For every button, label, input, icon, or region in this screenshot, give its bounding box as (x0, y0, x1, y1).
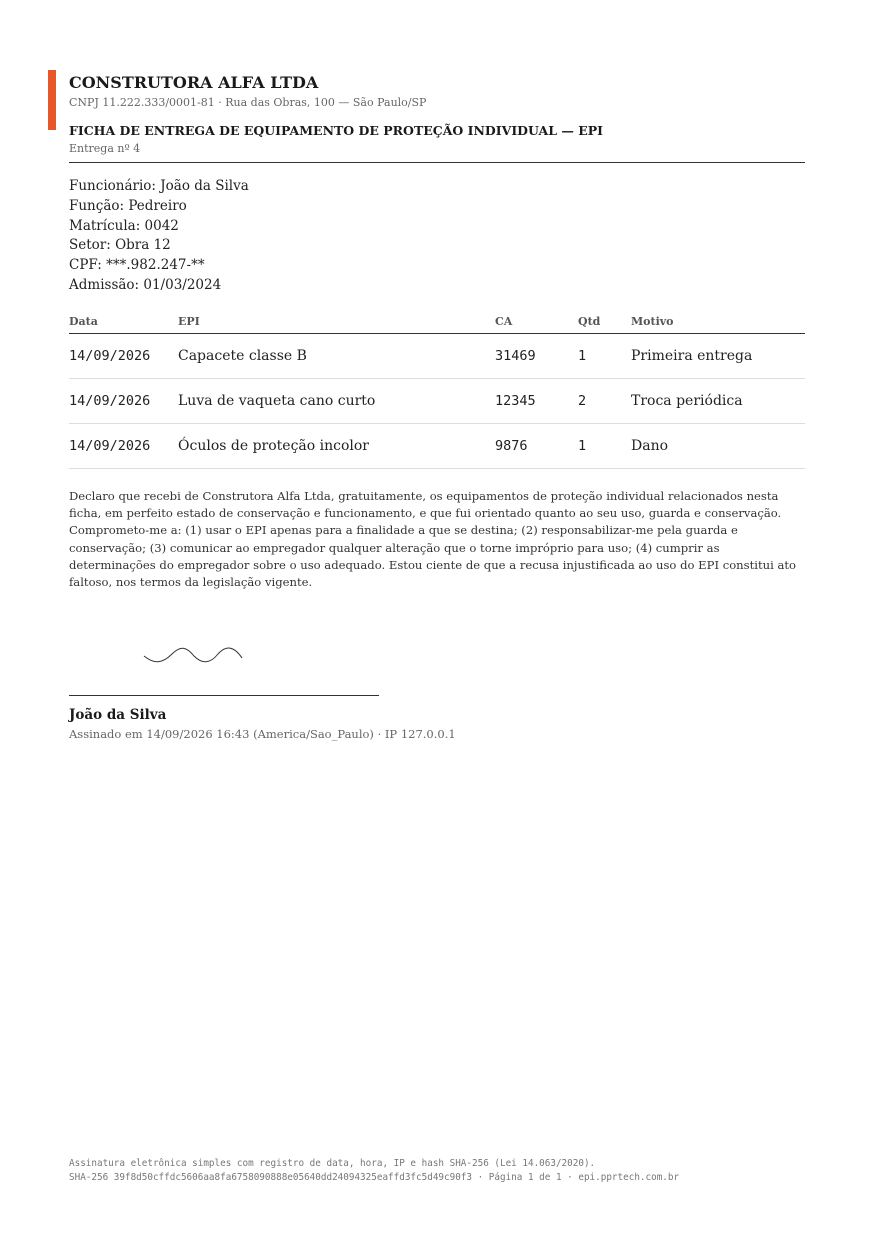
cell-ca: 12345 (495, 379, 578, 424)
cell-qty: 1 (578, 334, 631, 379)
handwritten-signature (140, 640, 250, 670)
employee-admission: Admissão: 01/03/2024 (69, 276, 222, 293)
footer-legal-note: Assinatura eletrônica simples com registro de data, hora, IP e hash SHA-256 (Lei 14.063/2020). (69, 1158, 596, 1169)
header-qty: Qtd (578, 309, 631, 334)
cell-qty: 2 (578, 379, 631, 424)
delivery-number: Entrega nº 4 (69, 142, 141, 155)
header-epi: EPI (178, 309, 495, 334)
table-row (69, 379, 805, 424)
cell-date: 14/09/2026 (69, 424, 178, 469)
employee-registration: Matrícula: 0042 (69, 217, 179, 234)
cell-epi: Luva de vaqueta cano curto (178, 379, 495, 424)
signer-name: João da Silva (69, 707, 167, 723)
employee-sector: Setor: Obra 12 (69, 237, 171, 254)
employee-role: Função: Pedreiro (69, 197, 187, 214)
cell-date: 14/09/2026 (69, 379, 178, 424)
header-divider (69, 162, 805, 163)
header-reason: Motivo (631, 309, 805, 334)
signature-line (69, 695, 379, 696)
employee-info (69, 177, 249, 296)
signature-timestamp: Assinado em 14/09/2026 16:43 (America/Sao_Paulo) · IP 127.0.0.1 (69, 727, 456, 741)
cell-ca: 9876 (495, 424, 578, 469)
table-row (69, 424, 805, 469)
epi-table (69, 309, 805, 469)
employee-name: Funcionário: João da Silva (69, 178, 249, 194)
cell-ca: 31469 (495, 334, 578, 379)
header-date: Data (69, 309, 178, 334)
document-title: FICHA DE ENTREGA DE EQUIPAMENTO DE PROTEÇÃO INDIVIDUAL — EPI (69, 123, 603, 138)
cell-reason: Troca periódica (631, 379, 805, 424)
footer (69, 1157, 679, 1184)
cell-reason: Primeira entrega (631, 334, 805, 379)
table-row (69, 334, 805, 379)
brand-accent-bar (48, 70, 56, 130)
company-details: CNPJ 11.222.333/0001-81 · Rua das Obras, 100 — São Paulo/SP (69, 96, 427, 109)
cell-reason: Dano (631, 424, 805, 469)
footer-hash-info: SHA-256 39f8d50cffdc5606aa8fa6758090888e05640dd24094325eaffd3fc5d49c90f3 · Página 1 de 1 · epi.pprtech.com.br (69, 1171, 680, 1183)
employee-cpf: CPF: ***.982.247-** (69, 257, 205, 274)
header-ca: CA (495, 309, 578, 334)
declaration-text: Declaro que recebi de Construtora Alfa Ltda, gratuitamente, os equipamentos de proteção individual relacionados nesta ficha, em perfeito estado de conservação e funcionamento, e que fui orientado quanto ao seu uso, guarda e conservação. Comprometo-me a: (1) usar o EPI apenas para a finalidade a que se destina; (2) responsabilizar-me pela guarda e conservação; (3) comunicar ao empregador qualquer alteração que o torne impróprio para uso; (4) cumprir as determinações do empregador sobre o uso adequado. Estou ciente de que a recusa injustificada ao uso do EPI constitui ato faltoso, nos termos da legislação vigente. (69, 489, 797, 590)
company-name: CONSTRUTORA ALFA LTDA (69, 73, 319, 92)
cell-date: 14/09/2026 (69, 334, 178, 379)
cell-epi: Capacete classe B (178, 334, 495, 379)
cell-qty: 1 (578, 424, 631, 469)
cell-epi: Óculos de proteção incolor (178, 424, 495, 469)
table-header-row (69, 309, 805, 334)
